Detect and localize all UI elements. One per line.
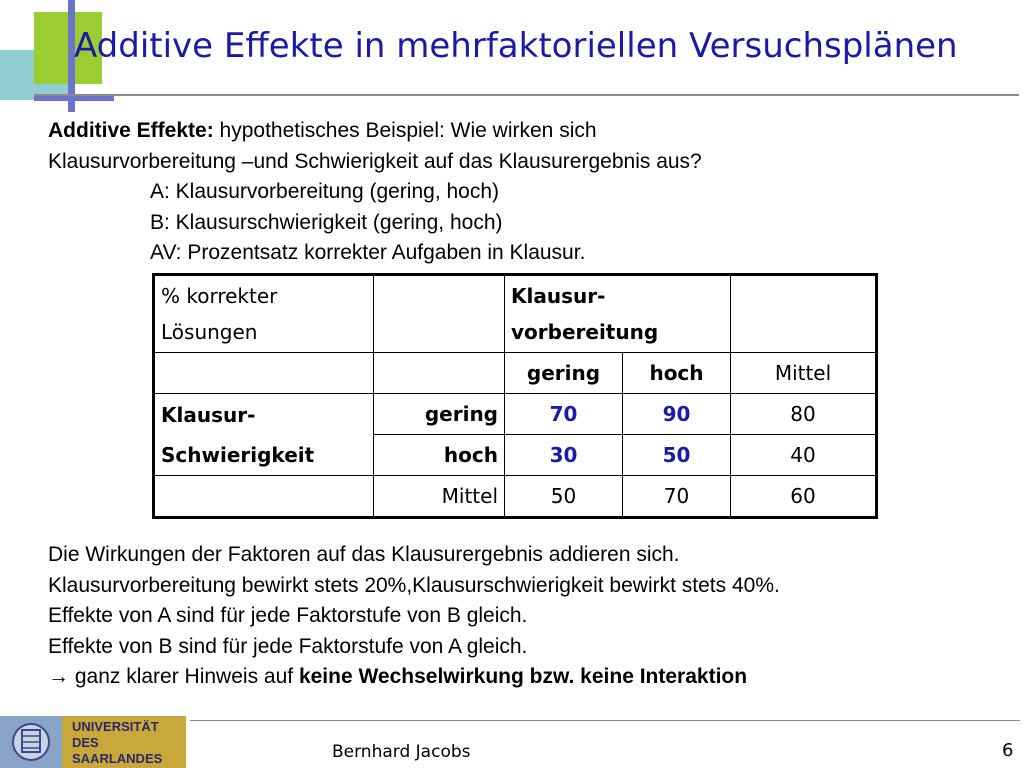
page-number: 6	[1002, 740, 1014, 761]
empty-cell	[374, 353, 505, 394]
row-header-mittel: Mittel	[374, 476, 505, 518]
col-mean: 70	[623, 476, 731, 518]
university-logo	[0, 716, 186, 768]
footer-rule	[190, 720, 1020, 721]
factor-b-line-2: Schwierigkeit	[161, 442, 315, 467]
cell-value: 30	[505, 435, 623, 476]
empty-cell	[374, 275, 505, 353]
grand-mean: 60	[731, 476, 877, 518]
footer-author: Bernhard Jacobs	[332, 742, 471, 762]
empty-cell	[731, 275, 877, 353]
intro-line-1-rest: hypothetisches Beispiel: Wie wirken sich	[213, 119, 597, 142]
header-label-line-1: % korrekter	[161, 284, 278, 308]
conclusion-text: ganz klarer Hinweis auf	[69, 665, 299, 688]
note-line: Effekte von A sind für jede Faktorstufe von B gleich.	[48, 604, 528, 627]
empty-cell	[154, 476, 374, 518]
cell-value: 70	[505, 394, 623, 435]
notes-text	[48, 540, 780, 693]
col-mean: 50	[505, 476, 623, 518]
header-label-line-2: Lösungen	[161, 320, 258, 344]
row-mean: 40	[731, 435, 877, 476]
dv-description: AV: Prozentsatz korrekter Aufgaben in Klausur.	[150, 241, 586, 264]
factor-a-line-1: Klausur-	[511, 284, 606, 308]
logo-line-3: SAARLANDES	[72, 751, 163, 766]
factor-b-line-1: Klausur-	[161, 402, 256, 427]
factor-b-header	[154, 394, 374, 476]
factor-a-description: A: Klausurvorbereitung (gering, hoch)	[150, 180, 500, 203]
title-rule	[34, 94, 1019, 96]
intro-text	[48, 116, 702, 269]
col-header-hoch: hoch	[623, 353, 731, 394]
factor-b-description: B: Klausurschwierigkeit (gering, hoch)	[150, 210, 503, 234]
factor-a-header	[505, 275, 731, 353]
note-line: Die Wirkungen der Faktoren auf das Klausurergebnis addieren sich.	[48, 543, 680, 566]
cell-value: 90	[623, 394, 731, 435]
slide-title: Additive Effekte in mehrfaktoriellen Versuchsplänen	[74, 26, 958, 66]
row-mean: 80	[731, 394, 877, 435]
factor-a-line-2: vorbereitung	[511, 320, 659, 344]
row-header-hoch: hoch	[374, 435, 505, 476]
intro-label: Additive Effekte:	[48, 119, 214, 142]
header-label-cell	[154, 275, 374, 353]
table-header-row	[154, 275, 877, 353]
row-header-gering: gering	[374, 394, 505, 435]
table-subheader-row	[154, 353, 877, 394]
logo-line-2: DES	[72, 735, 99, 750]
intro-line-2: Klausurvorbereitung –und Schwierigkeit auf das Klausurergebnis aus?	[48, 149, 702, 173]
col-header-mittel: Mittel	[731, 353, 877, 394]
note-line: Effekte von B sind für jede Faktorstufe von A gleich.	[48, 634, 528, 658]
empty-cell	[154, 353, 374, 394]
cell-value: 50	[623, 435, 731, 476]
note-line: Klausurvorbereitung bewirkt stets 20%,Klausurschwierigkeit bewirkt stets 40%.	[48, 573, 780, 597]
table-row	[154, 476, 877, 518]
conclusion-line	[48, 662, 780, 693]
table-row	[154, 394, 877, 435]
arrow-right-icon: →	[48, 665, 69, 688]
results-table	[152, 273, 878, 519]
logo-line-1: UNIVERSITÄT	[72, 719, 159, 734]
intro-line-1	[48, 116, 702, 147]
conclusion-bold: keine Wechselwirkung bzw. keine Interaktion	[298, 665, 748, 688]
col-header-gering: gering	[505, 353, 623, 394]
